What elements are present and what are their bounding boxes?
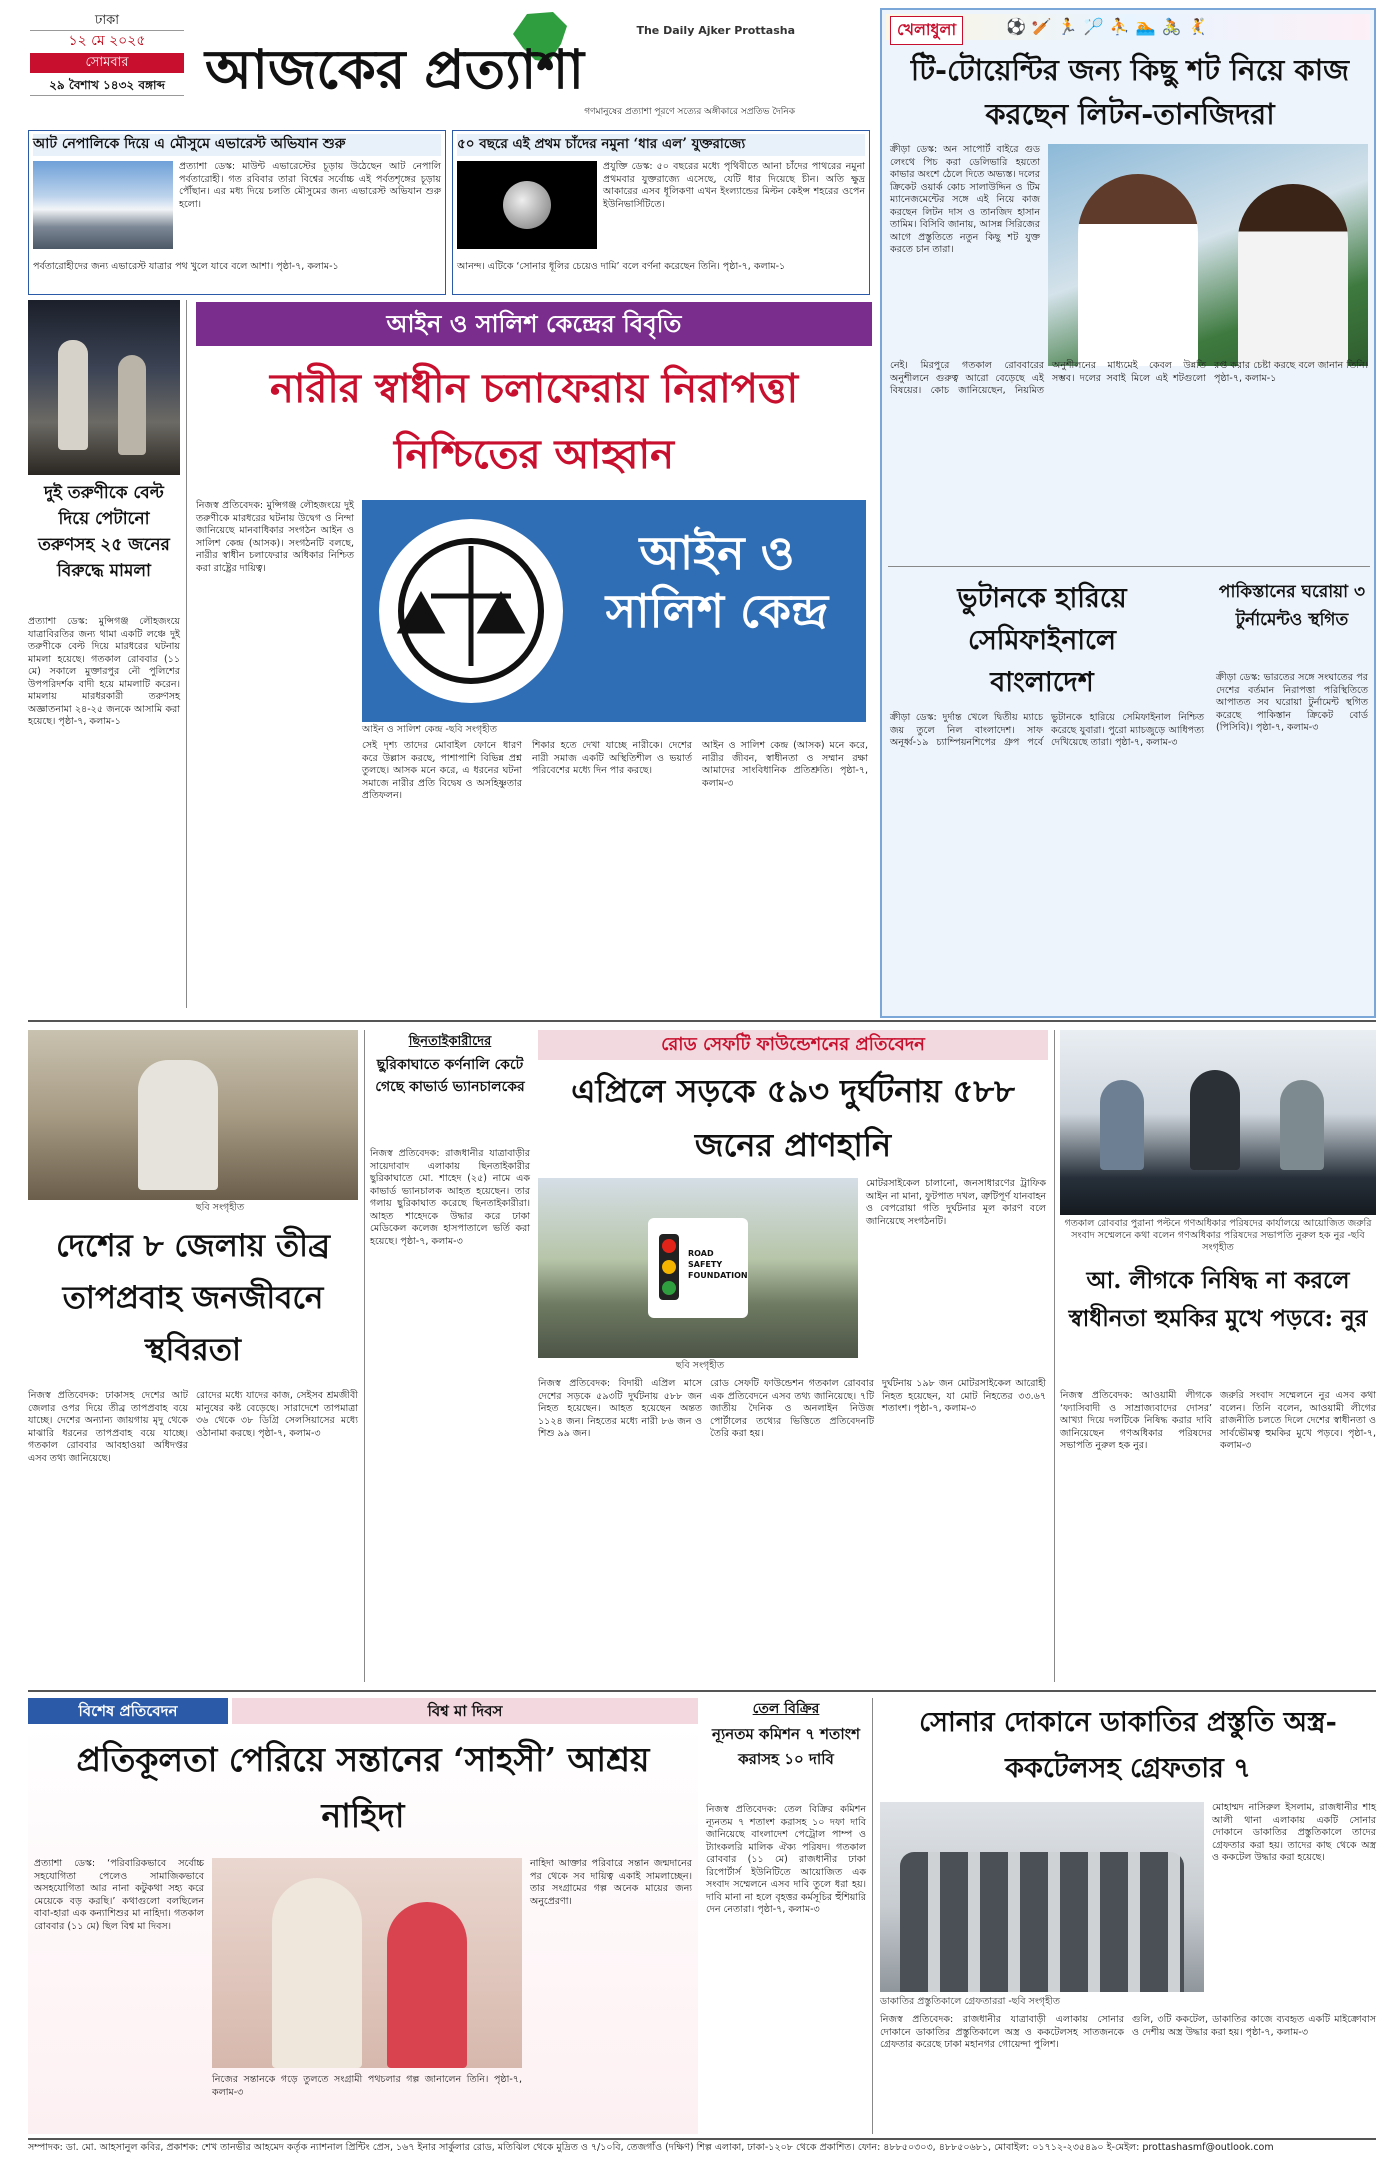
road-photo [538,1178,858,1358]
figure-2 [118,355,146,455]
road-divider [1054,1030,1055,1682]
oil-divider [872,1698,873,2134]
nur-col2: জরুরি সংবাদ সম্মেলনে নুর এসব কথা বলেন। তিনি বলেন, আওয়ামী লীগের রাজনীতি চলতে দিলে দেশের স্বাধীনতা ও সার্বভৌমত্ব হুমকির মুখে পড়বে। পৃষ্ঠা-৭, কলাম-৩ [1220,1390,1380,1451]
sports-label: খেলাধুলা [890,16,963,45]
pakistan-body: ক্রীড়া ডেস্ক: ভারতের সঙ্গে সংঘাতের পর দেশের বর্তমান নিরাপত্তা পরিস্থিতিতে আপাতত সব ঘরোয়া টুর্নামেন্ট স্থগিত করেছে পাকিস্তান ক্রিকেট বোর্ড (পিসিবি)। পৃষ্ঠা-৭, কলাম-৩ [1216,672,1372,733]
road-kicker-text: রোড সেফটি ফাউন্ডেশনের প্রতিবেদন [661,1034,925,1055]
everest-story [28,130,446,295]
mother-story [28,1726,698,2134]
sports-body: ক্রীড়া ডেস্ক: অন সাপোর্ট বাইরে গুড লেংথে পিচ করা ডেলিভারি হয়তো কাভার অংশে ঠেলে দিতে অভ্যস্ত। দলের ক্রিকেট ওয়ার্ক কোচ সালাউদ্দিন ও টিম ম্যানেজমেন্টের সঙ্গে এই নিয়ে কাজ করছেন লিটন দাস ও তানজিদ হাসান তামিম। বিসিবি জানায়, আসন্ন সিরিজের আগে প্রস্তুতিতে নতুন কিছু শট যুক্ত করতে চান তারা। [890,144,1044,255]
arrested-photo [880,1802,1204,1992]
everest-photo [33,161,173,249]
weekday: সোমবার [30,53,184,73]
road-col3: দুর্ঘটনায় ১৯৮ জন মোটরসাইকেল আরোহী নিহত হয়েছেন, যা মোট নিহতের ৩৩.৬৭ শতাংশ। পৃষ্ঠা-৭, কলাম-৩ [882,1378,1050,1414]
ask-col4: আইন ও সালিশ কেন্দ্র (আসক) মনে করে, নারীর জীবন, স্বাধীনতা ও সম্মান রক্ষা আমাদের সাংবিধানিক প্রতিশ্রুতি। পৃষ্ঠা-৭, কলাম-৩ [702,740,872,789]
mother-bottom: নিজের সন্তানকে গড়ে তুলতে সংগ্রামী পথচলার গল্প জানালেন তিনি। পৃষ্ঠা-৭, কলাম-৩ [212,2074,526,2098]
snatch-body: নিজস্ব প্রতিবেদক: রাজধানীর যাত্রাবাড়ীর সায়েদাবাদ এলাকায় ছিনতাইকারীর ছুরিকাঘাতে মো. শাহেদ (২৫) নামে এক কাভার্ড ভ্যানচালক আহত হয়েছেন। তার গলায় ছুরিকাঘাত করেছে ছিনতাইকারীরা। আহত শাহেদকে উদ্ধার করে ঢাকা মেডিকেল কলেজ হাসপাতালে ভর্তি করা হয়েছে। পৃষ্ঠা-৭, কলাম-৩ [370,1148,534,1247]
heat-photo-caption: ছবি সংগৃহীত [195,1202,245,1213]
speaker-1 [1100,1080,1144,1170]
moon-disc [503,181,551,229]
heat-photo [28,1030,358,1200]
gold-col2: গুলি, ৩টি ককটেল, ডাকাতির কাজে ব্যবহৃত একটি মাইক্রোবাস ও দেশীয় অস্ত্র উদ্ধার করা হয়। পৃষ্ঠা-৭, কলাম-৩ [1132,2014,1380,2038]
ask-kicker [196,302,872,346]
coach-figure [1078,174,1198,366]
everest-headline: আট নেপালিকে দিয়ে এ মৌসুমে এভারেস্ট অভিযান শুরু [33,134,441,156]
press-conference-photo [1060,1030,1376,1215]
sports-body-continued: নেই। মিরপুরে গতকাল রোববারের অনুশীলনে গুরুত্ব আরো বেড়েছে এই বিষয়ের। কোচ জানিয়েছেন, নিয়মিত অনুশীলনের মাধ্যমেই কেবল উন্নতি সম্ভব। দলের সবাই মিলে এই শটগুলো রপ্ত করার চেষ্টা করছে বলে জানান তিনি। পৃষ্ঠা-৭, কলাম-১ [890,360,1372,396]
player-figure [1238,184,1348,366]
heat-divider [364,1030,365,1682]
arrested-group [900,1852,1184,1992]
heat-col1: নিজস্ব প্রতিবেদক: ঢাকাসহ দেশের আট জেলার ওপর দিয়ে তীব্র তাপপ্রবাহ বয়ে যাচ্ছে। দেশের অন্যান্য জায়গায় মৃদু থেকে মাঝারি ধরনের তাপপ্রবাহ বয়ে যাচ্ছে। গতকাল রোববার আবহাওয়া অধিদপ্তর এসব তথ্য জানিয়েছে। [28,1390,192,1464]
speaker-2 [1190,1070,1240,1170]
gold-col1: নিজস্ব প্রতিবেদক: রাজধানীর যাত্রাবাড়ী এলাকায় সোনার দোকানে ডাকাতির প্রস্তুতিকালে অস্ত্র ও ককটেলসহ সাতজনকে গ্রেফতার করেছে ঢাকা মহানগর গোয়েন্দা পুলিশ। [880,2014,1128,2050]
road-kicker [538,1030,1048,1060]
date: ১২ মে ২০২৫ [30,30,184,51]
everest-caption: পর্বতারোহীদের জন্য এভারেস্ট যাত্রার পথ খুলে যাবে বলে আশা। পৃষ্ঠা-৭, কলাম-১ [33,261,339,272]
snatch-headline: ছুরিকাঘাতে কর্ণনালি কেটে গেছে কাভার্ড ভ্যানচালকের [375,1057,525,1095]
everest-body: প্রত্যাশা ডেস্ক: মাউন্ট এভারেস্টের চূড়ায় উঠেছেন আট নেপালি পর্বতারোহী। গত রবিবার তারা বিশ্বের সর্বোচ্চ এই পর্বতশৃঙ্গের চূড়ায় পৌঁছান। এর মধ্য দিয়ে চলতি মৌসুমের জন্য এভারেস্ট অভিযান শুরু হলো। [179,161,445,210]
ask-col3: শিকার হতে দেখা যাচ্ছে নারীকে। দেশের নারী সমাজ একটি অস্থিতিশীল ও ভয়ার্ত পরিবেশের মধ্যে দিন পার করছে। [532,740,696,776]
ask-photo-caption: আইন ও সালিশ কেন্দ্র -ছবি সংগৃহীত [362,724,498,735]
moon-caption: আনন্দ। এটিকে ‘সোনার ধূলির চেয়েও দামি’ বলে বর্ণনা করেছেন তিনি। পৃষ্ঠা-৭, কলাম-১ [457,261,786,272]
nur-headline: আ. লীগকে নিষিদ্ধ না করলে স্বাধীনতা হুমকির মুখে পড়বে: নুর [1068,1267,1368,1332]
women-attack-headline: দুই তরুণীকে বেল্ট দিয়ে পেটানো তরুণসহ ২৫ জনের বিরুদ্ধে মামলা [38,483,170,581]
newspaper-logo[interactable] [205,10,805,120]
date-block [30,12,184,118]
imprint-text: সম্পাদক: ডা. মো. আহসানুল কবির, প্রকাশক: শেখ তানভীর আহমেদ কর্তৃক ন্যাশনাল প্রিন্টিং প্রেস, ১৬৭ ইনার সার্কুলার রোড, মতিঝিল থেকে মুদ্রিত ও ৭/১০বি, তেজগাঁও (দক্ষিণ) শিল্প এলাকা, ঢাকা-১২০৮ থেকে প্রকাশিত। ফোন: ৪৮৮৫০৩০৩, ৪৮৮৫০৬৮১, মোবাইল: ০১৭১২-২৩৫৪৯০ ই-মেইল: prottashasmf@outlook.com [28,2142,1274,2153]
road-safety-logo [648,1218,748,1318]
road-headline: এপ্রিলে সড়কে ৫৯৩ দুর্ঘটনায় ৫৮৮ জনের প্রাণহানি [571,1072,1015,1164]
sports-headline: টি-টোয়েন্টির জন্য কিছু শট নিয়ে কাজ করছেন লিটন-তানজিদরা [910,53,1350,131]
gold-side-text: মোহাম্মদ নাসিরুল ইসলাম, রাজধানীর শাহ আলী থানা এলাকায় একটি সোনার দোকানে ডাকাতির প্রস্তুতিকালে তাদের গ্রেফতার করা হয়। তাদের কাছ থেকে অস্ত্র ও ককটেল উদ্ধার করা হয়েছে। [1212,1802,1380,1863]
women-attack-body: প্রত্যাশা ডেস্ক: মুন্সিগঞ্জ লৌহজংয়ে যাত্রাবিরতির জন্য থামা একটি লঞ্চে দুই তরুণীকে বেল্ট দিয়ে মারধরের ঘটনায় মামলা হয়েছে। গতকাল রোববার (১১ মে) সকালে মুক্তারপুর নৌ পুলিশের উপপরিদর্শক বাদী হয়ে মামলাটি করেন। মামলায় মারধরকারী তরুণসহ অজ্ঞাতনামা ২৪-২৫ জনকে আসামি করা হয়েছে। পৃষ্ঠা-৭, কলাম-১ [28,616,184,727]
figure-1 [58,340,88,450]
ask-emblem-icon [376,516,566,706]
sports-divider [888,566,1370,567]
moon-headline: ৫০ বছরে এই প্রথম চাঁদের নমুনা ‘ধার এল’ যুক্তরাজ্যে [457,134,865,156]
ask-logo-panel [362,500,866,722]
bhutan-headline: ভুটানকে হারিয়ে সেমিফাইনালে বাংলাদেশ [957,583,1127,698]
athletes-icon: ⚽🏏🏃🏸⛹🏊🚴🤾 [1006,17,1214,36]
road-safety-logo-text: ROAD SAFETY FOUNDATION [688,1249,748,1280]
gold-photo-caption: ডাকাতির প্রস্তুতিকালে গ্রেফতাররা -ছবি সংগৃহীত [880,1996,1060,2007]
road-col2: রোড সেফটি ফাউন্ডেশন গতকাল রোববার এক প্রতিবেদনে এসব তথ্য জানিয়েছে। ৭টি জাতীয় দৈনিক ও অনলাইন নিউজ পোর্টালের তথ্যের ভিত্তিতে প্রতিবেদনটি তৈরি করা হয়। [710,1378,878,1439]
left-column-divider [186,300,187,1008]
gold-headline: সোনার দোকানে ডাকাতির প্রস্তুতি অস্ত্র-ককটেলসহ গ্রেফতার ৭ [919,1707,1337,1784]
nur-col1: নিজস্ব প্রতিবেদক: আওয়ামী লীগকে ‘ফ্যাসিবাদী ও সাম্রাজ্যবাদের দোসর’ আখ্যা দিয়ে দলটিকে নিষিদ্ধ করার দাবি জানিয়েছেন গণঅধিকার পরিষদের সভাপতি নুরুল হক নুর। [1060,1390,1216,1451]
heat-col2: রোদের মধ্যে যাদের কাজ, সেইসব শ্রমজীবী মানুষের কষ্ট বেড়েছে। সারাদেশে তাপমাত্রা ৩৬ থেকে ৩৮ ডিগ্রি সেলসিয়াসের মধ্যে ওঠানামা করছে। পৃষ্ঠা-৭, কলাম-৩ [196,1390,362,1439]
city: ঢাকা [95,13,119,28]
snatch-kicker: ছিনতাইকারীদের [408,1034,492,1049]
launch-incident-photo [28,300,180,475]
mother-kicker-right-text: বিশ্ব মা দিবস [427,1702,503,1720]
oil-body: নিজস্ব প্রতিবেদক: তেল বিক্রির কমিশন ন্যূনতম ৭ শতাংশ করাসহ ১০ দফা দাবি জানিয়েছে বাংলাদেশ পেট্রোল পাম্প ও ট্যাংকলরি মালিক ঐক্য পরিষদ। গতকাল রোববার (১১ মে) রাজধানীর ঢাকা রিপোর্টার্স ইউনিটিতে আয়োজিত এক সংবাদ সম্মেলনে এসব দাবি তুলে ধরা হয়। দাবি মানা না হলে বৃহত্তর কর্মসূচির হুঁশিয়ারি দেন নেতারা। পৃষ্ঠা-৭, কলাম-৩ [706,1804,870,1915]
speaker-3 [1280,1080,1324,1170]
road-photo-caption: ছবি সংগৃহীত [675,1360,725,1371]
oil-kicker: তেল বিক্রির [752,1701,820,1717]
road-col1: নিজস্ব প্রতিবেদক: বিদায়ী এপ্রিল মাসে দেশের সড়কে ৫৯৩টি দুর্ঘটনায় ৫৮৮ জন নিহত হয়েছেন। আহত হয়েছেন অন্তত ১১২৪ জন। নিহতের মধ্যে নারী ৮৬ জন ও শিশু ৯৯ জন। [538,1378,706,1439]
mother-kicker-left-text: বিশেষ প্রতিবেদন [78,1702,178,1720]
section-divider-1 [28,1020,1376,1022]
moon-story [452,130,870,295]
logo-tagline: গণমানুষের প্রত্যাশা পূরণে সত্যের অঙ্গীকারে সপ্রতিভ দৈনিক [584,107,795,117]
nur-photo-caption: গতকাল রোববার পুরানা পল্টনে গণঅধিকার পরিষদের কার্যালয়ে আয়োজিত জরুরি সংবাদ সম্মেলনে কথা বলেন গণঅধিকার পরিষদের সভাপতি নুরুল হক নুর -ছবি সংগৃহীত [1064,1218,1372,1253]
mother-kicker-right [232,1698,698,1724]
mother-kicker-left [28,1698,228,1724]
sports-banner [886,14,1370,40]
oil-headline: ন্যূনতম কমিশন ৭ শতাংশ করাসহ ১০ দাবি [711,1725,860,1768]
ask-col1: নিজস্ব প্রতিবেদক: মুন্সিগঞ্জ লৌহজংয়ে দুই তরুণীকে মারধরের ঘটনায় উদ্বেগ ও নিন্দা জানিয়েছে মানবাধিকার সংগঠন আইন ও সালিশ কেন্দ্র (আসক)। সংগঠনটি বলছে, নারীর স্বাধীন চলাফেরার অধিকার নিশ্চিত করা রাষ্ট্রের দায়িত্ব। [196,500,358,574]
daughter-figure [387,1902,467,2068]
english-name: The Daily Ajker Prottasha [636,24,795,37]
moon-photo [457,161,597,249]
sports-section [880,8,1376,1018]
mother-figure [272,1878,362,2068]
traffic-light-icon [656,1234,682,1300]
heat-headline: দেশের ৮ জেলায় তীব্র তাপপ্রবাহ জনজীবনে স্থবিরতা [55,1228,331,1368]
ask-col2: সেই দৃশ্য তাদের মোবাইল ফোনে ধারণ করে উল্লাস করছে, পাশাপাশি বিভিন্ন প্রশ্ন তুলছে। আসক মনে করে, এ ধরনের ঘটনা সমাজে নারীর প্রতি বিদ্বেষ ও অসহিষ্ণুতার প্রতিফলন। [362,740,526,801]
mother-headline: প্রতিকূলতা পেরিয়ে সন্তানের ‘সাহসী’ আশ্রয় নাহিদা [76,1740,650,1835]
bangla-date: ২৯ বৈশাখ ১৪৩২ বঙ্গাব্দ [30,75,184,96]
sports-photo [1048,144,1368,366]
mother-photo [212,1858,522,2068]
ask-headline: নারীর স্বাধীন চলাফেরায় নিরাপত্তা নিশ্চিতের আহ্বান [269,365,799,478]
ask-kicker-text: আইন ও সালিশ কেন্দ্রের বিবৃতি [386,309,682,338]
bhutan-body: ক্রীড়া ডেস্ক: দুর্দান্ত খেলে দ্বিতীয় ম্যাচে জয় তুলে নিল বাংলাদেশ। সাফ অনূর্ধ্ব-১৯ চ্যাম্পিয়নশিপের গ্রুপ পর্বে ভুটানকে হারিয়ে সেমিফাইনাল নিশ্চিত করেছে যুবারা। পুরো ম্যাচজুড়ে আধিপত্য দেখিয়েছে তারা। পৃষ্ঠা-৭, কলাম-৩ [890,712,1208,748]
rickshaw-figure [138,1060,218,1190]
mother-col2: নাহিদা আক্তার পরিবারে সন্তান জন্মদানের পর থেকে সব দায়িত্ব একাই সামলাচ্ছেন। তার সংগ্রামের গল্প অনেক মায়ের জন্য অনুপ্রেরণা। [530,1858,696,1907]
pakistan-headline: পাকিস্তানের ঘরোয়া ৩ টুর্নামেন্টও স্থগিত [1218,582,1366,630]
section-divider-2 [28,1690,1376,1692]
moon-body: প্রযুক্তি ডেস্ক: ৫০ বছরের মধ্যে পৃথিবীতে আনা চাঁদের পাথরের নমুনা প্রথমবার যুক্তরাজ্যে এসেছে, যেটি ধার দিয়েছে চীন। অতি ক্ষুদ্র আকারের এসব ধূলিকণা এখন ইংল্যান্ডের মিল্টন কেইন্স শহরের ওপেন ইউনিভার্সিটিতে। [603,161,869,210]
road-side-text: মোটরসাইকেল চালানো, জনসাধারণের ট্রাফিক আইন না মানা, ফুটপাত দখল, ত্রুটিপূর্ণ যানবাহন ও বেপরোয়া গতি দুর্ঘটনার মূল কারণ বলে জানিয়েছে সংগঠনটি। [866,1178,1050,1227]
ask-logo-text: আইন ও সালিশ কেন্দ্র [605,526,829,638]
logo-text: আজকের প্রত্যাশা [205,37,585,101]
mother-col1: প্রত্যাশা ডেস্ক: ‘পরিবারিকভাবে সর্বোচ্চ সহযোগিতা পেলেও সামাজিকভাবে অসহযোগিতা আর নানা কটুকথা সহ্য করে মেয়েকে বড় করছি।’ কথাগুলো বলছিলেন বাবা-হারা এক কন্যাশিশুর মা নাহিদা। গতকাল রোববার (১১ মে) ছিল বিশ্ব মা দিবস। [34,1858,208,1932]
imprint-footer [28,2138,1376,2156]
